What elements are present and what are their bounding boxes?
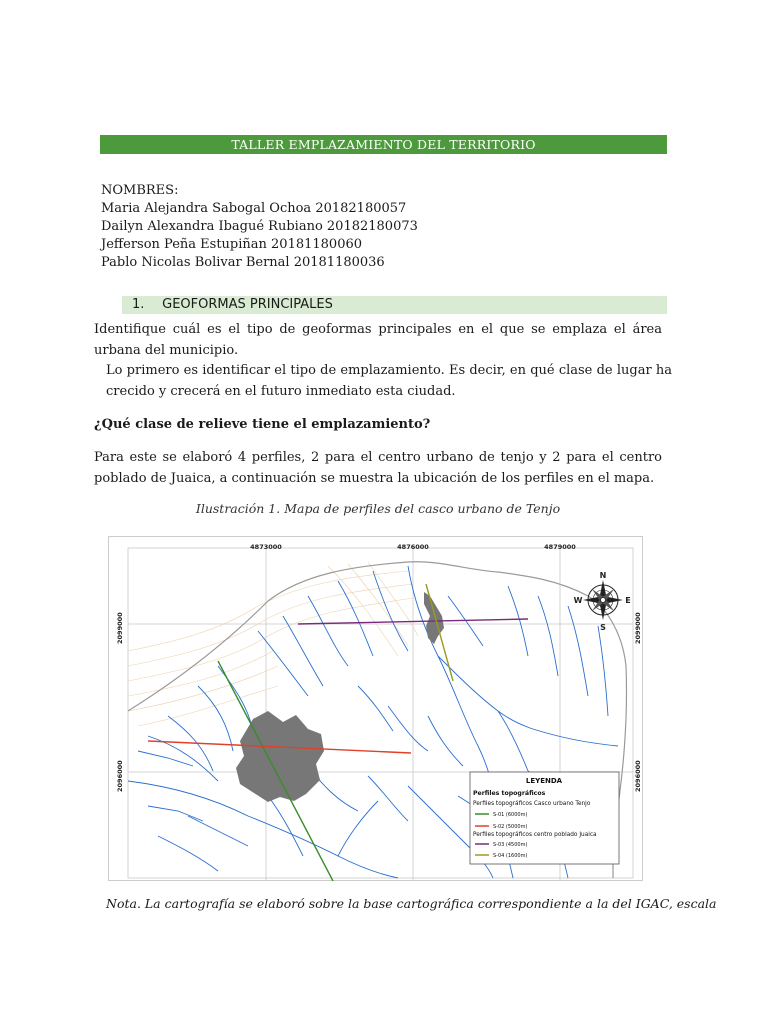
map-legend bbox=[470, 772, 619, 864]
y-coord-label: 2099000 bbox=[116, 612, 124, 644]
compass-s: S bbox=[600, 623, 606, 632]
question-heading: ¿Qué clase de relieve tiene el emplazamiento? bbox=[94, 417, 431, 432]
figure-caption: Ilustración 1. Mapa de perfiles del casco urbano de Tenjo bbox=[195, 501, 561, 516]
legend-item-label: S-04 (1600m) bbox=[493, 853, 528, 859]
x-coord-label: 4873000 bbox=[250, 543, 282, 551]
compass-n: N bbox=[599, 571, 607, 580]
section-number: 1. bbox=[132, 297, 145, 312]
legend-title: LEYENDA bbox=[525, 777, 563, 785]
legend-item-label: S-01 (6000m) bbox=[493, 812, 528, 818]
y-coord-label: 2096000 bbox=[634, 760, 642, 792]
legend-subgroup: Perfiles topográficos centro poblado Juaica bbox=[473, 832, 597, 838]
compass-w: W bbox=[573, 596, 583, 605]
map-svg bbox=[108, 536, 643, 881]
y-coord-label: 2099000 bbox=[634, 612, 642, 644]
section-heading bbox=[122, 296, 667, 314]
student-name: Dailyn Alexandra Ibagué Rubiano 20182180073 bbox=[101, 219, 418, 234]
legend-subgroup: Perfiles topográficos Casco urbano Tenjo bbox=[473, 801, 591, 807]
x-coord-label: 4879000 bbox=[544, 543, 576, 551]
section-title: GEOFORMAS PRINCIPALES bbox=[162, 297, 333, 312]
map-note: Nota. La cartografía se elaboró sobre la base cartográfica correspondiente a la del IGAC, escala bbox=[106, 896, 717, 911]
compass-e: E bbox=[625, 596, 631, 605]
x-coord-label: 4876000 bbox=[397, 543, 429, 551]
student-name: Jefferson Peña Estupiñan 20181180060 bbox=[101, 237, 363, 252]
names-block bbox=[101, 182, 418, 272]
y-coord-label: 2096000 bbox=[116, 760, 124, 792]
legend-item-label: S-03 (4500m) bbox=[493, 842, 528, 848]
student-name: Maria Alejandra Sabogal Ochoa 20182180057 bbox=[101, 201, 407, 216]
student-name: Pablo Nicolas Bolivar Bernal 20181180036 bbox=[101, 255, 385, 270]
document-title: TALLER EMPLAZAMIENTO DEL TERRITORIO bbox=[100, 135, 667, 154]
paragraph-explanation: Lo primero es identificar el tipo de emplazamiento. Es decir, en qué clase de lugar ha crecido y crecerá en el futuro inmediato esta ciudad. bbox=[106, 363, 672, 399]
names-label: NOMBRES: bbox=[101, 183, 179, 198]
legend-item-label: S-02 (5000m) bbox=[493, 824, 528, 830]
legend-group-title: Perfiles topográficos bbox=[473, 790, 546, 797]
paragraph-profiles: Para este se elaboró 4 perfiles, 2 para el centro urbano de tenjo y 2 para el centro poblado de Juaica, a continuación se muestra la ubicación de los perfiles en el mapa. bbox=[94, 450, 662, 486]
profile-map bbox=[108, 536, 643, 881]
paragraph-instruction: Identifique cuál es el tipo de geoformas principales en el que se emplaza el área urbana del municipio. bbox=[94, 322, 662, 358]
